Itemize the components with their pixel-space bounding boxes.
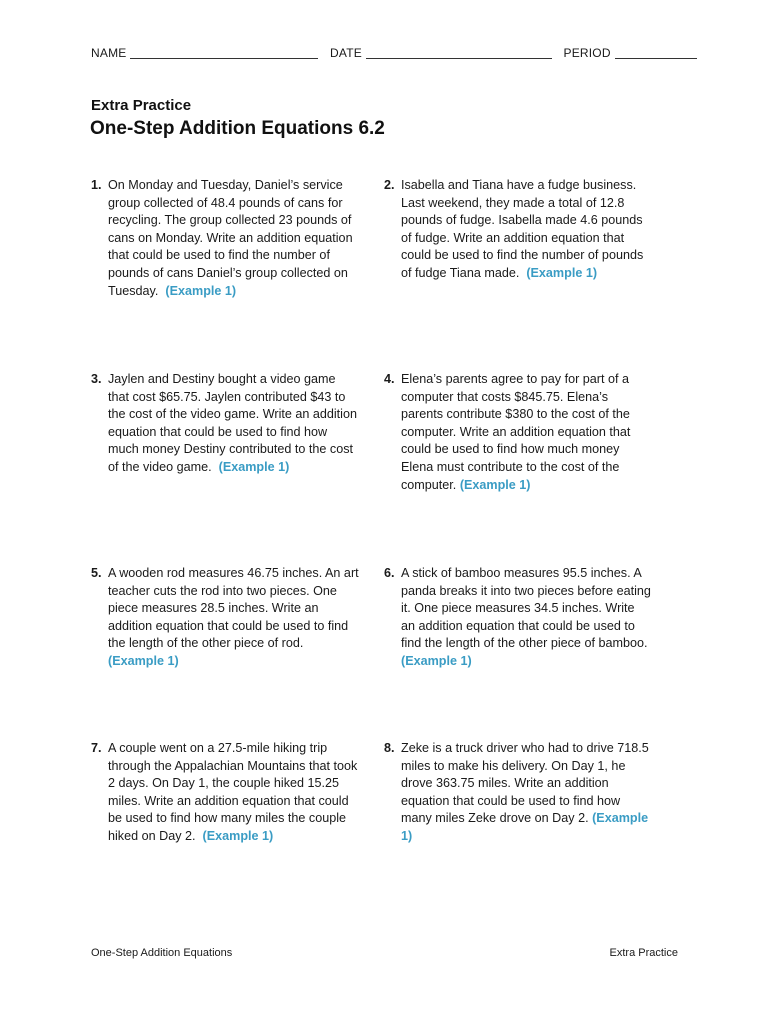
problem-text: Jaylen and Destiny bought a video game that cost $65.75. Jaylen contributed $43 to the cost of the video game. Write an addition equation that could be used to find how much money Destiny contributed to the cost of the video game. [108,372,357,474]
problem-number: 6. [384,566,395,580]
problem-text: Isabella and Tiana have a fudge business. Last weekend, they made a total of 12.8 pounds of fudge. Isabella made 4.6 pounds of fudge. Write an addition equation that could be used to find the number of pounds of fudge Tiana made. [401,178,644,280]
problem-number: 5. [91,566,102,580]
problem-7 [91,740,359,846]
student-info-header [91,46,681,60]
example-reference: (Example 1) [401,811,649,843]
name-label: NAME [91,46,127,60]
example-reference: (Example 1) [526,265,598,280]
name-field[interactable] [130,46,318,59]
period-label: PERIOD [563,46,611,60]
section-eyebrow: Extra Practice [91,97,192,114]
problem-2 [384,177,652,283]
problem-text: Elena’s parents agree to pay for part of a computer that costs $845.75. Elena’s parents contribute $380 to the cost of the computer. Write an addition equation that could be used to find how much money Elena must contribute to the cost of the computer. [401,372,631,492]
problem-number: 3. [91,372,102,386]
problem-3 [91,371,359,477]
period-field[interactable] [615,46,697,59]
problem-text: Zeke is a truck driver who had to drive 718.5 miles to make his delivery. On Day 1, he drove 363.75 miles. Write an addition equation that could be used to find how many miles Zeke drove on Day 2. [401,741,649,826]
date-field[interactable] [366,46,552,59]
problem-number: 1. [91,178,102,192]
problem-5 [91,565,359,671]
problem-text: A couple went on a 27.5-mile hiking trip through the Appalachian Mountains that took 2 days. On Day 1, the couple hiked 15.25 miles. Write an addition equation that could be used to find how many miles the couple hiked on Day 2. [108,741,358,843]
problem-number: 4. [384,372,395,386]
page-title: One-Step Addition Equations 6.2 [90,118,385,139]
footer-left: One-Step Addition Equations [91,947,233,959]
footer-right: Extra Practice [609,947,678,959]
problem-number: 7. [91,741,102,755]
problem-number: 8. [384,741,395,755]
problem-text: A stick of bamboo measures 95.5 inches. A panda breaks it into two pieces before eating it. One piece measures 34.5 inches. Write an addition equation that could be used to find the length of the other piece of bamboo. [401,566,651,651]
problem-6 [384,565,652,671]
example-reference: (Example 1) [459,477,531,492]
problem-8 [384,740,652,846]
example-reference: (Example 1) [108,653,179,668]
problem-number: 2. [384,178,395,192]
date-label: DATE [330,46,362,60]
example-reference: (Example 1) [202,828,274,843]
problem-4 [384,371,652,494]
example-reference: (Example 1) [165,283,237,298]
problem-text: On Monday and Tuesday, Daniel’s service group collected of 48.4 pounds of cans for recycling. The group collected 23 pounds of cans on Monday. Write an addition equation that could be used to find the number of pounds of cans Daniel’s group collected on Tuesday. [108,178,353,298]
example-reference: (Example 1) [218,459,290,474]
example-reference: (Example 1) [401,653,472,668]
problem-text: A wooden rod measures 46.75 inches. An art teacher cuts the rod into two pieces. One piece measures 28.5 inches. Write an addition equation that could be used to find the length of the other piece of rod. [108,566,359,651]
problem-1 [91,177,359,300]
